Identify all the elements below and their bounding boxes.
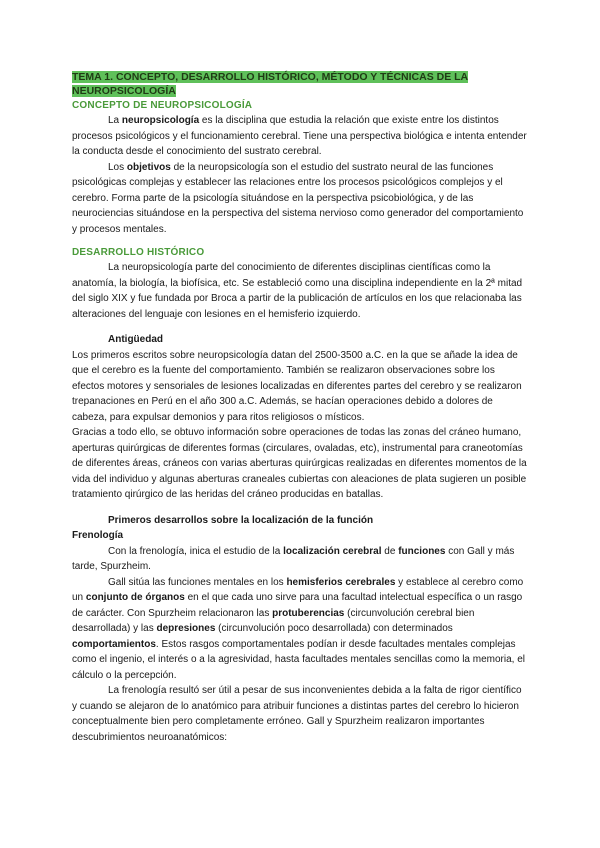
paragraph-concepto-1 [72, 113, 528, 160]
paragraph-antiguedad-2: Gracias a todo ello, se obtuvo información sobre operaciones de todas las zonas del cráneo humano, aperturas quirúrgicas de diferentes formas (circulares, ovaladas, etc), instrumental para craneotomías de diferentes áreas, cráneos con varias aberturas quirúrgicas realizadas en diferentes momentos de la vida del individuo y algunas aberturas craneales cubiertas con aleaciones de plata sugieren un posible tratamiento qirúrgico de las heridas del cráneo producidas en batallas. [72, 427, 527, 500]
paragraph-desarrollo-1: La neuropsicología parte del conocimiento de diferentes disciplinas científicas como la anatomía, la biología, la biofísica, etc. Se estableció como una disciplina independiente en la 2ª mitad del siglo XIX y fue fundada por Broca a partir de la publicación de artículos en los que relacionaba las alteraciones del lenguaje con lesiones en el hemisferio izquierdo. [72, 262, 523, 320]
bold-term: neuropsicología [121, 115, 200, 126]
bold-term: objetivos [126, 161, 171, 173]
text-run: en el que cada uno sirve para una facultad intelectual específica o un rasgo de carácter. Con Spurzheim relacionaron las [72, 592, 523, 619]
text-run: de [381, 545, 399, 557]
section-heading-concepto: CONCEPTO DE NEUROPSICOLOGÍA [72, 100, 253, 111]
bold-term: conjunto de órganos [85, 592, 185, 603]
title-highlight: TEMA 1. CONCEPTO, DESARROLLO HISTÓRICO, MÉTODO Y TÉCNICAS DE LA NEUROPSICOLOGÍA [72, 71, 469, 97]
text-run: es la disciplina que estudia la relación que existe entre los distintos procesos psicológicos y el funcionamiento cerebral. Tiene una perspectiva biológica e intenta entender la conducta desde el conocimiento del sustrato cerebral. [72, 115, 527, 157]
text-run: La [108, 115, 122, 126]
paragraph-concepto-2 [72, 160, 528, 238]
section-heading-desarrollo: DESARROLLO HISTÓRICO [72, 247, 205, 258]
document-body [72, 70, 528, 745]
document-title [72, 70, 528, 98]
paragraph-antiguedad-1: Los primeros escritos sobre neuropsicología datan del 2500-3500 a.C. en la que se añade la idea de que el cerebro es la fuente del comportamiento. También se realizaron observaciones sobre los efectos motores y sensoriales de lesiones localizadas en diferentes partes del cerebro y se realizaron trepanaciones en Perú en el año 300 a.C. Además, se hacían operaciones debido a dolores de cabeza, para expulsar demonios y para ritos religiosos o místicos. [72, 349, 522, 423]
paragraph-frenologia-2 [72, 575, 528, 684]
bold-term: localización cerebral [283, 545, 382, 557]
text-run: (circunvolución cerebral bien desarrollada) y las [72, 607, 475, 634]
text-run: Con la frenología, inica el estudio de la [108, 545, 284, 557]
bold-term: depresiones [156, 623, 216, 634]
bold-term: hemisferios cerebrales [286, 576, 396, 588]
paragraph-frenologia-3: La frenología resultó ser útil a pesar de sus inconvenientes debida a la falta de rigor científico y cuando se alejaron de lo anatómico para atribuir funciones a distintas partes del cerebro lo hicieron conceptualmente bien pero completamente erróneo. Gall y Spurzheim realizaron importantes descubrimientos neuroanatómicos: [72, 685, 522, 743]
text-run: (circunvolución poco desarrollada) con determinados [215, 623, 453, 634]
text-run: con Gall y más tarde, Spurzheim. [72, 545, 515, 572]
subheading-antiguedad: Antigüedad [108, 334, 163, 345]
bold-term: funciones [398, 545, 446, 557]
subheading-primeros-desarrollos: Primeros desarrollos sobre la localización de la función [108, 514, 374, 526]
subheading-frenologia: Frenología [72, 530, 124, 541]
bold-term: comportamientos [72, 638, 156, 650]
text-run: . Estos rasgos comportamentales podían ir desde facultades mentales complejas como el ingenio, el interés o a la agresividad, hasta facultades mentales sencillas como la memoria, el cálculo o la percepción. [72, 638, 526, 681]
text-run: de la neuropsicología son el estudio del sustrato neural de las funciones psicológicas complejas y establecer las relaciones entre los procesos psicológicos complejos y el cerebro. Forma parte de la psicología situándose en la perspectiva psicobiológica, y de las neurociencias situándose en la perspectiva del sistema nervioso como generador del comportamiento y procesos mentales. [72, 161, 524, 235]
text-run: y establece al cerebro como un [72, 576, 524, 603]
text-run: Los [108, 161, 127, 173]
paragraph-frenologia-1 [72, 544, 528, 575]
text-run: Gall sitúa las funciones mentales en los [108, 576, 287, 588]
bold-term: protuberencias [272, 607, 345, 619]
